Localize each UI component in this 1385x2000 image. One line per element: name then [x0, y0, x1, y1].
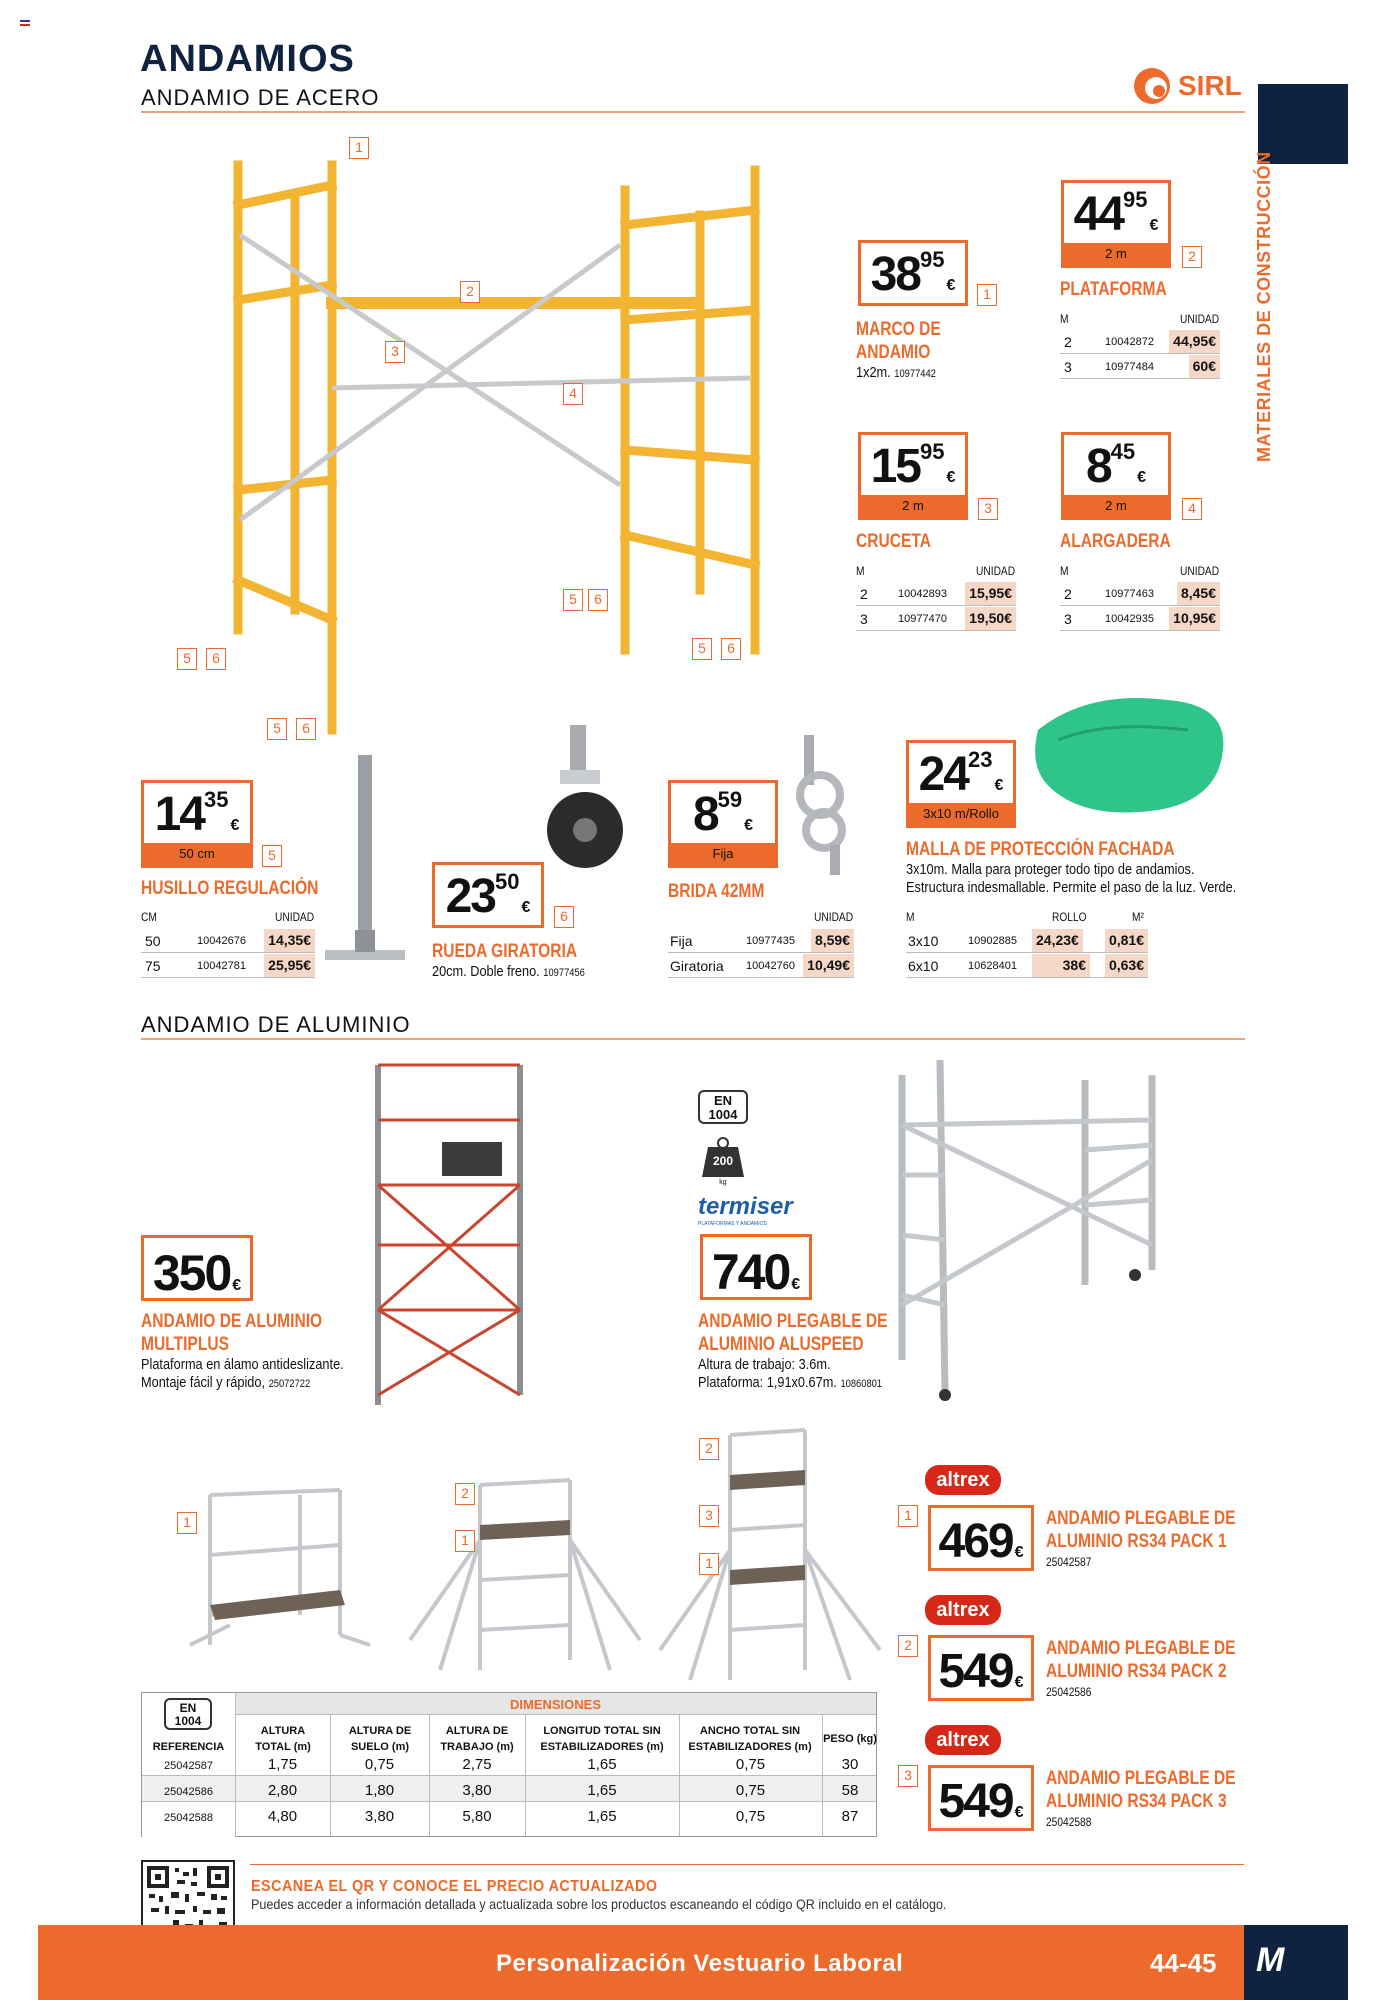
table-row: 6x10 10628401 38€ 0,63€ — [906, 954, 1148, 978]
brand-logo: SIRL — [1132, 66, 1252, 106]
photo-tag: 3 — [699, 1505, 719, 1527]
item-tag: 5 — [262, 845, 282, 867]
product-title: RUEDA GIRATORIA — [432, 941, 578, 962]
column-header: ANCHO TOTAL SIN ESTABILIZADORES (m) — [688, 1725, 812, 1753]
product-desc: Altura de trabajo: 3.6m. Plataforma: 1,91x0.67m. 10860801 — [698, 1356, 883, 1391]
rs34-pack1-image — [190, 1485, 370, 1665]
diagram-tag: 6 — [296, 718, 316, 740]
product-desc: 1x2m. 10977442 — [856, 364, 936, 381]
table-row: 3x10 10902885 24,23€ 0,81€ — [906, 929, 1148, 953]
price-box-cruceta: $15^{95}€$ 2 m — [858, 432, 968, 520]
product-ref: 25042586 — [1046, 1685, 1092, 1699]
column-header: PESO (kg) — [823, 1733, 877, 1745]
dimensions-table: EN 1004 DIMENSIONES REFERENCIA ALTURA TOTAL (m) ALTURA DE SUELO (m) ALTURA DE TRABAJO (m) LONGITUD TOTAL SIN ESTABILIZADORES (m) ANCHO TOTAL SIN ESTABILIZADORES (m) PESO (kg) 25042587 1,75 0,75 2,75 1,65 0,75 30 25042586 2,80 1,80 3,80 1,65 0,75 58 25042588 4,80 3,80 5,80 1,65 0,75 87 — [141, 1692, 877, 1837]
rs34-pack3-image — [660, 1430, 880, 1690]
flag-icon — [20, 20, 30, 28]
diagram-tag: 5 — [563, 589, 583, 611]
footer-logo: M — [1244, 1925, 1348, 2000]
item-tag: 1 — [898, 1505, 918, 1527]
product-title: ANDAMIO PLEGABLE DE ALUMINIO RS34 PACK 1 — [1046, 1508, 1236, 1552]
table-row: 75 10042781 25,95€ — [141, 954, 315, 978]
table-row: Fija 10977435 8,59€ — [668, 929, 854, 953]
photo-tag: 1 — [699, 1553, 719, 1575]
rule — [250, 1864, 1244, 1865]
item-tag: 3 — [978, 498, 998, 520]
column-header: ALTURA DE SUELO (m) — [348, 1725, 412, 1753]
table-row: 2 10042872 44,95€ — [1060, 330, 1220, 354]
rs34-pack2-image — [400, 1470, 640, 1690]
diagram-tag: 6 — [588, 589, 608, 611]
diagram-tag: 2 — [460, 281, 480, 303]
table-row: 3 10042935 10,95€ — [1060, 607, 1220, 631]
caster-wheel-image — [540, 725, 630, 875]
diagram-tag: 5 — [692, 638, 712, 660]
price-box-multiplus: 350 € — [141, 1235, 253, 1301]
table-row: 2 10977463 8,45€ — [1060, 582, 1220, 606]
column-header: ALTURA TOTAL (m) — [255, 1725, 311, 1753]
product-ref: 25042587 — [1046, 1555, 1092, 1569]
product-title: ANDAMIO DE ALUMINIO MULTIPLUS — [141, 1311, 323, 1355]
price-box-plataforma: $44^{95}€$ 2 m — [1061, 180, 1171, 268]
item-tag: 3 — [898, 1765, 918, 1787]
price-box-rueda: $23^{50}€$ — [432, 862, 544, 928]
altrex-logo: altrex — [925, 1595, 1001, 1625]
product-title: PLATAFORMA — [1060, 279, 1167, 300]
product-desc: Plataforma en álamo antideslizante. Montaje fácil y rápido, 25072722 — [141, 1356, 344, 1391]
product-desc: 3x10m. Malla para proteger todo tipo de andamios. Estructura indesmallable. Permite el paso de la luz. Verde. — [906, 861, 1237, 896]
product-title: CRUCETA — [856, 531, 932, 552]
qr-title: ESCANEA EL QR Y CONOCE EL PRECIO ACTUALIZADO — [251, 1878, 658, 1895]
column-header: ALTURA DE TRABAJO (m) — [440, 1725, 514, 1753]
price-box-alargadera: $8^{45}€$ 2 m — [1061, 432, 1171, 520]
section-title-steel: ANDAMIO DE ACERO — [141, 85, 380, 110]
table-row: 3 10977470 19,50€ — [856, 607, 1016, 631]
altrex-logo: altrex — [925, 1725, 1001, 1755]
net-image — [1028, 690, 1228, 820]
rule — [141, 111, 1245, 113]
product-title: ANDAMIO PLEGABLE DE ALUMINIO RS34 PACK 2 — [1046, 1638, 1236, 1682]
multiplus-image — [370, 1060, 530, 1410]
item-tag: 2 — [898, 1635, 918, 1657]
price-box-marco: $38^{95}€$ — [858, 240, 968, 306]
table-row: 2 10042893 15,95€ — [856, 582, 1016, 606]
price-box-rs34-3: 549 € — [928, 1765, 1034, 1831]
side-label: MATERIALES DE CONSTRUCCIÓN — [1254, 151, 1274, 462]
price-box-brida: $8^{59}€$ Fija — [668, 780, 778, 868]
table-row: Giratoria 10042760 10,49€ — [668, 954, 854, 978]
price-box-husillo: $14^{35}€$ 50 cm — [141, 780, 253, 868]
table-row: 50 10042676 14,35€ — [141, 929, 315, 953]
load-weight-icon: 200 kg — [700, 1135, 746, 1179]
footer-text: Personalización Vestuario Laboral — [496, 1950, 904, 1977]
altrex-logo: altrex — [925, 1465, 1001, 1495]
en1004-badge: EN 1004 — [164, 1698, 212, 1730]
product-title: ANDAMIO PLEGABLE DE ALUMINIO RS34 PACK 3 — [1046, 1768, 1236, 1812]
product-title: ALARGADERA — [1060, 531, 1171, 552]
page-numbers: 44-45 — [1150, 1948, 1217, 1978]
steel-scaffold-image — [220, 150, 750, 750]
aluspeed-image — [890, 1055, 1160, 1405]
item-tag: 4 — [1182, 498, 1202, 520]
column-header: LONGITUD TOTAL SIN ESTABILIZADORES (m) — [540, 1725, 664, 1753]
photo-tag: 2 — [455, 1483, 475, 1505]
price-box-aluspeed: 740 € — [700, 1234, 812, 1300]
item-tag: 2 — [1182, 246, 1202, 268]
section-title-aluminium: ANDAMIO DE ALUMINIO — [141, 1012, 411, 1037]
diagram-tag: 6 — [721, 638, 741, 660]
price-box-rs34-1: 469 € — [928, 1505, 1034, 1571]
product-title: MALLA DE PROTECCIÓN FACHADA — [906, 839, 1175, 860]
rule — [141, 1038, 1245, 1040]
diagram-tag: 5 — [267, 718, 287, 740]
qr-text: Puedes acceder a información detallada y actualizada sobre los productos escaneando el código QR incluido en el catálogo. — [251, 1896, 947, 1912]
product-title: ANDAMIO PLEGABLE DE ALUMINIO ALUSPEED — [698, 1311, 888, 1355]
product-title: BRIDA 42MM — [668, 881, 765, 902]
spindle-image — [325, 755, 405, 975]
table-row: 3 10977484 60€ — [1060, 355, 1220, 379]
photo-tag: 2 — [699, 1438, 719, 1460]
product-desc: 20cm. Doble freno. 10977456 — [432, 963, 585, 980]
price-box-rs34-2: 549 € — [928, 1635, 1034, 1701]
photo-tag: 1 — [455, 1530, 475, 1552]
item-tag: 1 — [977, 284, 997, 306]
diagram-tag: 1 — [349, 137, 369, 159]
price-box-malla: $24^{23}€$ 3x10 m/Rollo — [906, 740, 1016, 828]
en1004-badge: EN 1004 — [698, 1090, 748, 1124]
diagram-tag: 6 — [206, 648, 226, 670]
clamp-image — [790, 735, 860, 875]
photo-tag: 1 — [177, 1512, 197, 1534]
product-ref: 25042588 — [1046, 1815, 1092, 1829]
diagram-tag: 5 — [177, 648, 197, 670]
termiser-logo: termiser PLATAFORMAS Y ANDAMIOS — [698, 1193, 793, 1227]
column-header: REFERENCIA — [152, 1741, 225, 1753]
diagram-tag: 3 — [385, 341, 405, 363]
table-group-header: DIMENSIONES — [509, 1697, 601, 1712]
diagram-tag: 4 — [563, 383, 583, 405]
item-tag: 6 — [554, 906, 574, 928]
product-title: MARCO DE ANDAMIO — [856, 319, 941, 363]
page-title: ANDAMIOS — [140, 38, 355, 80]
product-title: HUSILLO REGULACIÓN — [141, 878, 319, 899]
